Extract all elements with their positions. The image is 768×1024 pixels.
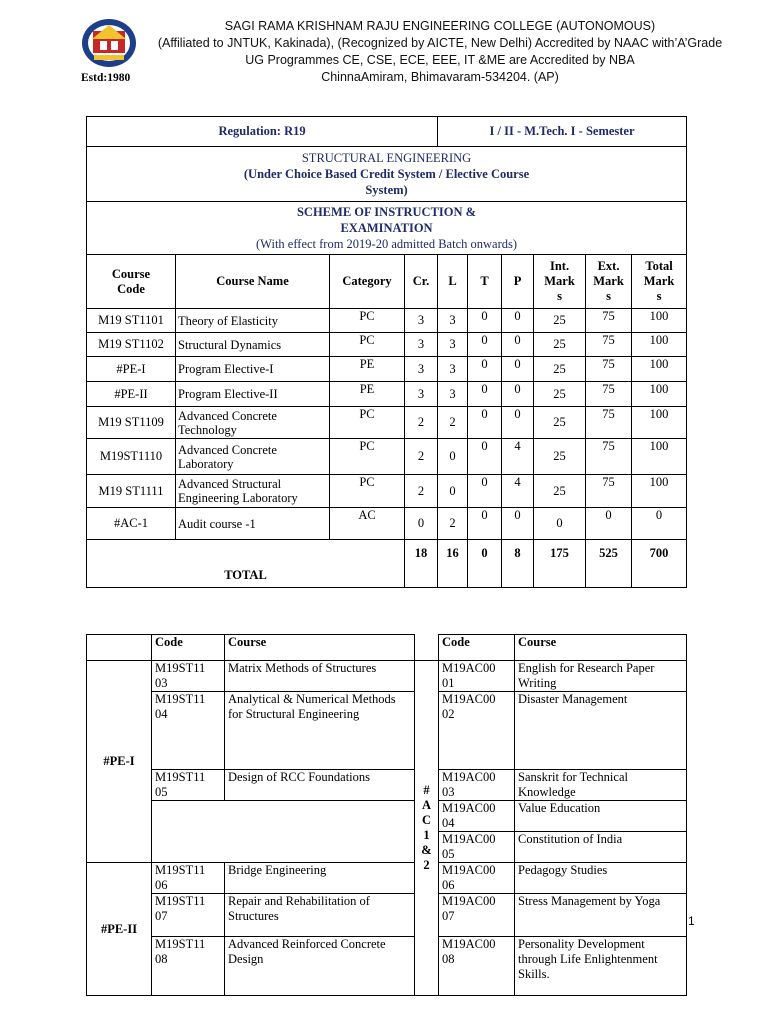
course-category: PC bbox=[330, 407, 405, 439]
course-row bbox=[87, 407, 687, 439]
college-name: SAGI RAMA KRISHNAM RAJU ENGINEERING COLLEGE (AUTONOMOUS) bbox=[224, 19, 656, 33]
ac-label-char: 1 bbox=[423, 828, 430, 842]
elective-code bbox=[439, 661, 515, 692]
elective-code-part: M19AC00 bbox=[442, 770, 496, 784]
scheme-title-2: EXAMINATION bbox=[340, 221, 433, 235]
scheme-title-1: SCHEME OF INSTRUCTION & bbox=[296, 205, 477, 219]
course-lecture: 3 bbox=[438, 309, 468, 333]
course-external: 75 bbox=[586, 333, 632, 357]
course-name: Program Elective-II bbox=[176, 382, 330, 407]
course-code: #PE-II bbox=[87, 382, 176, 407]
elective-code bbox=[152, 770, 225, 801]
elective-code-part: M19ST11 bbox=[155, 692, 206, 706]
course-lecture: 3 bbox=[438, 357, 468, 382]
elective-code-part: M19ST11 bbox=[155, 770, 206, 784]
elective-code-part: 07 bbox=[155, 909, 168, 923]
course-credits: 3 bbox=[405, 309, 438, 333]
header-total-marks: Total Mark s bbox=[632, 255, 687, 309]
elective-code bbox=[152, 661, 225, 692]
elective-code-part: M19AC00 bbox=[442, 863, 496, 877]
system-line-2: System) bbox=[365, 183, 408, 197]
course-name: Structural Dynamics bbox=[176, 333, 330, 357]
elective-code-part: M19AC00 bbox=[442, 692, 496, 706]
pe1-label: #PE-I bbox=[87, 661, 152, 863]
course-credits: 0 bbox=[405, 508, 438, 540]
elective-code bbox=[439, 937, 515, 996]
course-external: 75 bbox=[586, 407, 632, 439]
course-row bbox=[87, 508, 687, 540]
course-lecture: 2 bbox=[438, 407, 468, 439]
course-code: M19 ST1111 bbox=[87, 475, 176, 508]
course-category: PE bbox=[330, 357, 405, 382]
elective-row bbox=[87, 661, 687, 692]
course-tutorial: 0 bbox=[468, 333, 502, 357]
course-category: PC bbox=[330, 475, 405, 508]
elective-code bbox=[152, 692, 225, 770]
course-lecture: 0 bbox=[438, 439, 468, 475]
course-external: 0 bbox=[586, 508, 632, 540]
regulation-label: Regulation: R19 bbox=[87, 117, 438, 147]
elective-code bbox=[439, 894, 515, 937]
effect-note: (With effect from 2019-20 admitted Batch onwards) bbox=[256, 237, 518, 251]
address-line: ChinnaAmiram, Bhimavaram-534204. (AP) bbox=[321, 70, 559, 84]
ac-label-char: # bbox=[423, 783, 430, 797]
course-total: 100 bbox=[632, 475, 687, 508]
elective-course-name: Pedagogy Studies bbox=[515, 863, 687, 894]
elective-row bbox=[87, 770, 687, 801]
header-practical: P bbox=[502, 255, 534, 309]
pe-code-header: Code bbox=[152, 635, 225, 661]
column-header-row bbox=[87, 255, 687, 309]
spacer-cell bbox=[415, 635, 439, 661]
elective-course-name: English for Research Paper Writing bbox=[515, 661, 687, 692]
total-credits: 18 bbox=[405, 540, 438, 588]
total-lecture: 16 bbox=[438, 540, 468, 588]
elective-code-part: M19ST11 bbox=[155, 894, 206, 908]
elective-course-name: Design of RCC Foundations bbox=[225, 770, 415, 801]
elective-row bbox=[87, 863, 687, 894]
course-credits: 3 bbox=[405, 333, 438, 357]
course-internal: 25 bbox=[534, 382, 586, 407]
course-internal: 25 bbox=[534, 309, 586, 333]
elective-code-part: M19AC00 bbox=[442, 832, 496, 846]
course-practical: 0 bbox=[502, 333, 534, 357]
course-external: 75 bbox=[586, 309, 632, 333]
branch-title: STRUCTURAL ENGINEERING bbox=[301, 151, 472, 165]
elective-code bbox=[152, 894, 225, 937]
course-code: #AC-1 bbox=[87, 508, 176, 540]
course-total: 100 bbox=[632, 357, 687, 382]
course-category: AC bbox=[330, 508, 405, 540]
course-row bbox=[87, 439, 687, 475]
course-category: PC bbox=[330, 333, 405, 357]
course-row bbox=[87, 382, 687, 407]
elective-code bbox=[439, 863, 515, 894]
total-practical: 8 bbox=[502, 540, 534, 588]
elective-code-part: M19ST11 bbox=[155, 661, 206, 675]
elective-code-part: 05 bbox=[442, 847, 455, 861]
course-internal: 25 bbox=[534, 357, 586, 382]
course-internal: 25 bbox=[534, 475, 586, 508]
course-lecture: 3 bbox=[438, 382, 468, 407]
pe2-label: #PE-II bbox=[87, 863, 152, 996]
elective-code-part: M19AC00 bbox=[442, 801, 496, 815]
elective-code-part: 05 bbox=[155, 785, 168, 799]
blank-pe-cell bbox=[152, 801, 415, 863]
elective-code-part: M19ST11 bbox=[155, 863, 206, 877]
course-total: 100 bbox=[632, 382, 687, 407]
course-external: 75 bbox=[586, 475, 632, 508]
elective-row bbox=[87, 937, 687, 996]
ac-label-char: C bbox=[421, 813, 432, 827]
ac-code-header: Code bbox=[439, 635, 515, 661]
electives-table bbox=[86, 634, 687, 996]
elective-course-name: Stress Management by Yoga bbox=[515, 894, 687, 937]
header-course-name: Course Name bbox=[176, 255, 330, 309]
course-row bbox=[87, 309, 687, 333]
elective-code-part: 06 bbox=[442, 878, 455, 892]
course-internal: 25 bbox=[534, 407, 586, 439]
course-row bbox=[87, 357, 687, 382]
blank-header-cell bbox=[87, 635, 152, 661]
total-tutorial: 0 bbox=[468, 540, 502, 588]
course-practical: 0 bbox=[502, 382, 534, 407]
course-total: 100 bbox=[632, 333, 687, 357]
elective-code bbox=[152, 863, 225, 894]
elective-code-part: 03 bbox=[442, 785, 455, 799]
course-code: M19ST1110 bbox=[87, 439, 176, 475]
course-name: Program Elective-I bbox=[176, 357, 330, 382]
elective-code-part: M19AC00 bbox=[442, 661, 496, 675]
header-course-code: Course Code bbox=[87, 255, 176, 309]
course-code: #PE-I bbox=[87, 357, 176, 382]
course-tutorial: 0 bbox=[468, 475, 502, 508]
course-tutorial: 0 bbox=[468, 439, 502, 475]
page-number: 1 bbox=[688, 914, 695, 928]
elective-course-name: Sanskrit for Technical Knowledge bbox=[515, 770, 687, 801]
course-category: PE bbox=[330, 382, 405, 407]
course-total: 100 bbox=[632, 407, 687, 439]
elective-course-name: Value Education bbox=[515, 801, 687, 832]
branch-row bbox=[87, 147, 687, 202]
total-row bbox=[87, 540, 687, 588]
scheme-table bbox=[86, 116, 687, 588]
semester-label: I / II - M.Tech. I - Semester bbox=[438, 117, 687, 147]
course-category: PC bbox=[330, 309, 405, 333]
course-external: 75 bbox=[586, 439, 632, 475]
elective-course-name: Disaster Management bbox=[515, 692, 687, 770]
elective-code-part: 06 bbox=[155, 878, 168, 892]
ac-label-char: 2 bbox=[423, 858, 430, 872]
established-year: Estd:1980 bbox=[81, 72, 131, 84]
course-credits: 2 bbox=[405, 439, 438, 475]
header-lecture: L bbox=[438, 255, 468, 309]
course-internal: 0 bbox=[534, 508, 586, 540]
course-external: 75 bbox=[586, 382, 632, 407]
elective-code bbox=[439, 770, 515, 801]
course-category: PC bbox=[330, 439, 405, 475]
ac-course-header: Course bbox=[515, 635, 687, 661]
elective-course-name: Repair and Rehabilitation of Structures bbox=[225, 894, 415, 937]
course-credits: 3 bbox=[405, 382, 438, 407]
affiliation-line: (Affiliated to JNTUK, Kakinada), (Recognized by AICTE, New Delhi) Accredited by NAAC with’A’Grade bbox=[157, 36, 723, 50]
course-code: M19 ST1101 bbox=[87, 309, 176, 333]
course-external: 75 bbox=[586, 357, 632, 382]
course-internal: 25 bbox=[534, 333, 586, 357]
elective-code bbox=[439, 692, 515, 770]
elective-course-name: Personality Development through Life Enlightenment Skills. bbox=[515, 937, 687, 996]
course-lecture: 3 bbox=[438, 333, 468, 357]
course-tutorial: 0 bbox=[468, 407, 502, 439]
course-total: 100 bbox=[632, 309, 687, 333]
course-name: Advanced Concrete Laboratory bbox=[176, 439, 330, 475]
course-total: 0 bbox=[632, 508, 687, 540]
elective-code-part: 02 bbox=[442, 707, 455, 721]
course-practical: 0 bbox=[502, 407, 534, 439]
course-practical: 4 bbox=[502, 475, 534, 508]
elective-row bbox=[87, 692, 687, 770]
elective-course-name: Constitution of India bbox=[515, 832, 687, 863]
elective-code-part: M19AC00 bbox=[442, 937, 496, 951]
course-tutorial: 0 bbox=[468, 382, 502, 407]
elective-course-name: Advanced Reinforced Concrete Design bbox=[225, 937, 415, 996]
course-lecture: 2 bbox=[438, 508, 468, 540]
header-tutorial: T bbox=[468, 255, 502, 309]
scheme-title-row bbox=[87, 202, 687, 255]
ac-label bbox=[415, 661, 439, 996]
course-tutorial: 0 bbox=[468, 357, 502, 382]
course-name: Theory of Elasticity bbox=[176, 309, 330, 333]
college-header bbox=[130, 18, 750, 86]
ac-label-char: A bbox=[421, 798, 432, 812]
course-tutorial: 0 bbox=[468, 309, 502, 333]
course-total: 100 bbox=[632, 439, 687, 475]
ac-label-char: & bbox=[421, 843, 432, 857]
course-internal: 25 bbox=[534, 439, 586, 475]
course-practical: 0 bbox=[502, 309, 534, 333]
elective-code bbox=[439, 801, 515, 832]
system-line-1: (Under Choice Based Credit System / Elective Course bbox=[243, 167, 530, 181]
accreditation-line: UG Programmes CE, CSE, ECE, EEE, IT &ME are Accredited by NBA bbox=[245, 53, 635, 67]
course-code: M19 ST1102 bbox=[87, 333, 176, 357]
elective-code-part: 08 bbox=[155, 952, 168, 966]
elective-code-part: 07 bbox=[442, 909, 455, 923]
elective-course-name: Analytical & Numerical Methods for Structural Engineering bbox=[225, 692, 415, 770]
elective-code bbox=[439, 832, 515, 863]
header-credits: Cr. bbox=[405, 255, 438, 309]
course-credits: 2 bbox=[405, 407, 438, 439]
elective-code-part: 08 bbox=[442, 952, 455, 966]
course-practical: 4 bbox=[502, 439, 534, 475]
elective-code-part: 01 bbox=[442, 676, 455, 690]
course-name: Advanced Concrete Technology bbox=[176, 407, 330, 439]
elective-course-name: Matrix Methods of Structures bbox=[225, 661, 415, 692]
elective-code-part: 04 bbox=[442, 816, 455, 830]
elective-code-part: M19ST11 bbox=[155, 937, 206, 951]
elective-course-name: Bridge Engineering bbox=[225, 863, 415, 894]
header-category: Category bbox=[330, 255, 405, 309]
course-code: M19 ST1109 bbox=[87, 407, 176, 439]
elective-code bbox=[152, 937, 225, 996]
course-credits: 3 bbox=[405, 357, 438, 382]
course-practical: 0 bbox=[502, 508, 534, 540]
course-tutorial: 0 bbox=[468, 508, 502, 540]
total-marks: 700 bbox=[632, 540, 687, 588]
course-row bbox=[87, 475, 687, 508]
course-lecture: 0 bbox=[438, 475, 468, 508]
course-name: Advanced Structural Engineering Laboratory bbox=[176, 475, 330, 508]
course-row bbox=[87, 333, 687, 357]
course-name: Audit course -1 bbox=[176, 508, 330, 540]
total-label: TOTAL bbox=[87, 540, 405, 588]
elective-row bbox=[87, 894, 687, 937]
pe-course-header: Course bbox=[225, 635, 415, 661]
electives-header-row bbox=[87, 635, 687, 661]
course-credits: 2 bbox=[405, 475, 438, 508]
total-external: 525 bbox=[586, 540, 632, 588]
elective-code-part: M19AC00 bbox=[442, 894, 496, 908]
total-internal: 175 bbox=[534, 540, 586, 588]
header-external-marks: Ext. Mark s bbox=[586, 255, 632, 309]
header-internal-marks: Int. Mark s bbox=[534, 255, 586, 309]
regulation-row bbox=[87, 117, 687, 147]
course-practical: 0 bbox=[502, 357, 534, 382]
elective-row bbox=[87, 801, 687, 832]
elective-code-part: 04 bbox=[155, 707, 168, 721]
elective-code-part: 03 bbox=[155, 676, 168, 690]
